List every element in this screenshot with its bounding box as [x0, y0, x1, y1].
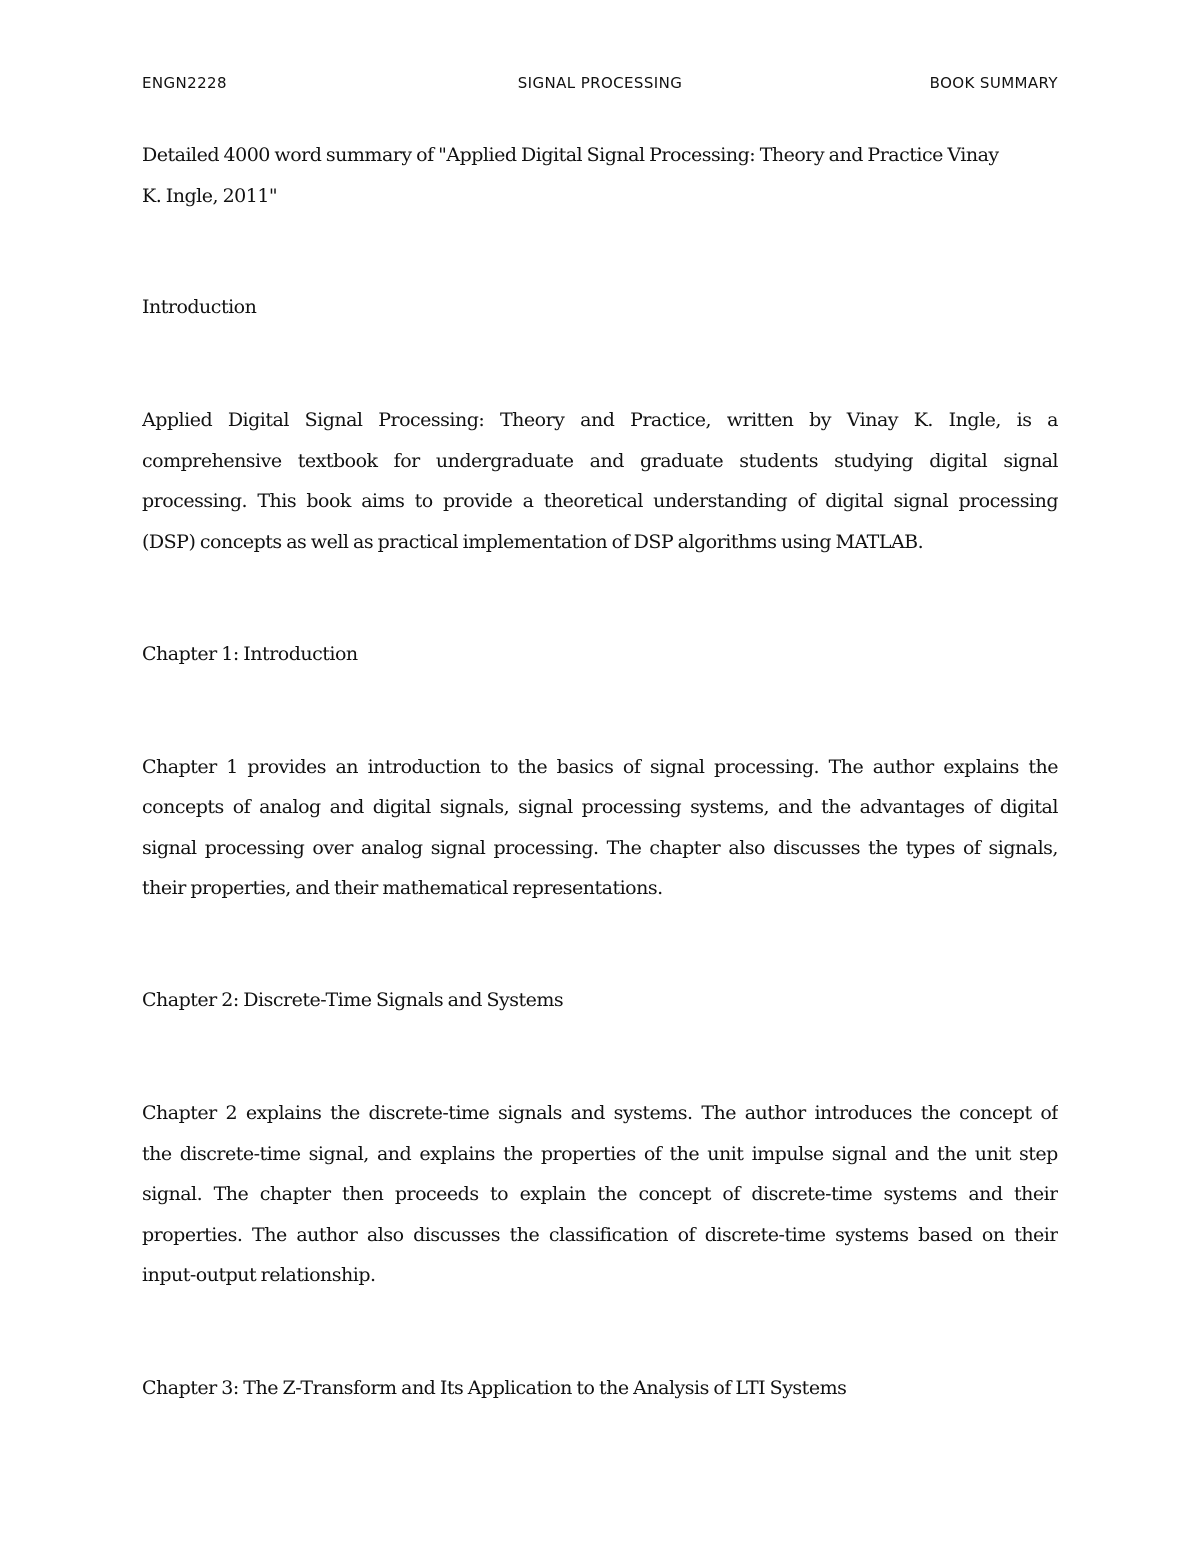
word: properties. [142, 1224, 243, 1246]
word: digital [825, 490, 884, 512]
word: undergraduate [435, 450, 574, 472]
word: systems, [690, 796, 769, 818]
word: of [973, 796, 991, 818]
intro-paragraph-line: (DSP) concepts as well as practical implementation of DSP algorithms using MATLAB. [142, 531, 924, 553]
word: theoretical [543, 490, 643, 512]
header-subject: SIGNAL PROCESSING [517, 74, 683, 92]
word: of [797, 490, 815, 512]
word: is [1016, 409, 1032, 431]
word: author [744, 1102, 806, 1124]
word: signal [142, 837, 197, 859]
word: digital [372, 796, 431, 818]
word: signals, [439, 796, 510, 818]
word: concept [638, 1183, 711, 1205]
word: author [296, 1224, 358, 1246]
word: signal. [142, 1183, 203, 1205]
word: students [739, 450, 818, 472]
word: the [503, 1143, 533, 1165]
word: of [232, 796, 251, 818]
word: and [570, 1102, 605, 1124]
word: discrete-time [368, 1102, 490, 1124]
word: processing [204, 837, 305, 859]
word: over [312, 837, 353, 859]
chapter2-paragraph-line [142, 1183, 1058, 1205]
word: the [142, 1143, 172, 1165]
word: impulse [751, 1143, 824, 1165]
word: a [522, 490, 534, 512]
chapter1-paragraph-line [142, 796, 1058, 818]
chapter2-paragraph-line [142, 1102, 1058, 1124]
word: proceeds [394, 1183, 479, 1205]
word: The [213, 1183, 249, 1205]
word: This [257, 490, 297, 512]
word: an [335, 756, 359, 778]
word: Chapter [142, 756, 217, 778]
word: processing [581, 796, 682, 818]
word: the [1028, 756, 1058, 778]
word: systems. [613, 1102, 693, 1124]
word: book [306, 490, 351, 512]
word: to [414, 490, 433, 512]
word: textbook [297, 450, 378, 472]
word: and [589, 450, 624, 472]
word: signal [649, 756, 705, 778]
word: digital [929, 450, 988, 472]
word: aims [361, 490, 405, 512]
word: types [905, 837, 955, 859]
chapter2-paragraph-line: input-output relationship. [142, 1264, 376, 1286]
header-course-code: ENGN2228 [142, 74, 227, 92]
intro-paragraph-line [142, 409, 1058, 431]
word: unit [707, 1143, 744, 1165]
word: of [622, 756, 641, 778]
word: Signal [304, 409, 363, 431]
page-header [142, 74, 1058, 98]
word: The [701, 1102, 736, 1124]
word: of [677, 1224, 696, 1246]
word: and [968, 1183, 1003, 1205]
word: the [669, 1143, 700, 1165]
word: signal [1003, 450, 1058, 472]
word: digital [999, 796, 1058, 818]
word: basics [556, 756, 614, 778]
chapter2-paragraph-line [142, 1143, 1058, 1165]
word: understanding [653, 490, 788, 512]
word: Applied [142, 409, 213, 431]
word: Ingle, [948, 409, 1001, 431]
header-doc-type: BOOK SUMMARY [929, 74, 1058, 92]
word: also [366, 1224, 404, 1246]
word: and [894, 1143, 929, 1165]
word: explain [519, 1183, 586, 1205]
chapter2-paragraph-line [142, 1224, 1058, 1246]
word: The [606, 837, 642, 859]
word: provide [442, 490, 513, 512]
word: chapter [649, 837, 721, 859]
word: classification [548, 1224, 668, 1246]
word: signal [518, 796, 573, 818]
intro-paragraph-line [142, 450, 1058, 472]
word: chapter [259, 1183, 331, 1205]
word: explains [419, 1143, 495, 1165]
word: graduate [639, 450, 724, 472]
word: and [376, 1143, 412, 1165]
word: signals, [988, 837, 1058, 859]
word: The [828, 756, 864, 778]
word: explains [245, 1102, 322, 1124]
word: discrete-time [751, 1183, 873, 1205]
word: Processing: [378, 409, 485, 431]
chapter3-heading: Chapter 3: The Z-Transform and Its Application to the Analysis of LTI Systems [142, 1377, 847, 1399]
word: discrete-time [179, 1143, 301, 1165]
word: the [821, 796, 851, 818]
word: signal [430, 837, 486, 859]
word: Theory [500, 409, 565, 431]
word: the [920, 1102, 951, 1124]
word: to [490, 1183, 509, 1205]
word: and [580, 409, 615, 431]
word: discusses [773, 837, 860, 859]
word: the [597, 1183, 627, 1205]
word: analog [361, 837, 423, 859]
intro-heading: Introduction [142, 296, 257, 318]
word: to [489, 756, 509, 778]
word: systems [835, 1224, 909, 1246]
word: a [1047, 409, 1058, 431]
word: studying [834, 450, 914, 472]
word: analog [259, 796, 321, 818]
word: introduces [814, 1102, 912, 1124]
chapter1-paragraph-line: their properties, and their mathematical representations. [142, 877, 663, 899]
word: Chapter [142, 1102, 217, 1124]
word: of [643, 1143, 662, 1165]
word: of [962, 837, 981, 859]
chapter1-paragraph-line [142, 837, 1058, 859]
word: comprehensive [142, 450, 282, 472]
word: signal [893, 490, 949, 512]
word: author [872, 756, 934, 778]
word: unit [974, 1143, 1011, 1165]
word: step [1019, 1143, 1058, 1165]
word: the [868, 837, 898, 859]
chapter1-paragraph-line [142, 756, 1058, 778]
word: for [393, 450, 420, 472]
word: the [936, 1143, 967, 1165]
word: their [1014, 1183, 1058, 1205]
document-title-line-1: Detailed 4000 word summary of "Applied Digital Signal Processing: Theory and Practice Vinay [142, 144, 999, 166]
word: 1 [226, 756, 238, 778]
word: explains [943, 756, 1019, 778]
word: their [1014, 1224, 1058, 1246]
word: Vinay [846, 409, 899, 431]
word: of [1040, 1102, 1058, 1124]
word: processing. [493, 837, 599, 859]
word: processing [958, 490, 1058, 512]
word: properties [540, 1143, 636, 1165]
word: provides [247, 756, 326, 778]
word: the [330, 1102, 360, 1124]
chapter1-heading: Chapter 1: Introduction [142, 643, 358, 665]
word: Practice, [630, 409, 712, 431]
word: based [918, 1224, 973, 1246]
word: processing. [714, 756, 820, 778]
word: and [329, 796, 364, 818]
word: signals [498, 1102, 562, 1124]
word: of [722, 1183, 740, 1205]
word: concept [959, 1102, 1032, 1124]
word: also [728, 837, 765, 859]
word: processing. [142, 490, 248, 512]
word: Digital [227, 409, 289, 431]
word: advantages [859, 796, 965, 818]
word: K. [913, 409, 933, 431]
word: by [809, 409, 832, 431]
word: the [517, 756, 548, 778]
intro-paragraph-line [142, 490, 1058, 512]
word: and [777, 796, 813, 818]
word: introduction [367, 756, 481, 778]
word: systems [883, 1183, 957, 1205]
word: discusses [413, 1224, 501, 1246]
word: the [509, 1224, 540, 1246]
word: discrete-time [704, 1224, 826, 1246]
word: written [726, 409, 794, 431]
word: signal [831, 1143, 887, 1165]
word: The [252, 1224, 287, 1246]
word: concepts [142, 796, 224, 818]
chapter2-heading: Chapter 2: Discrete-Time Signals and Systems [142, 989, 564, 1011]
word: on [981, 1224, 1005, 1246]
word: then [342, 1183, 384, 1205]
word: signal, [308, 1143, 369, 1165]
document-title-line-2: K. Ingle, 2011" [142, 185, 278, 207]
word: 2 [225, 1102, 238, 1124]
